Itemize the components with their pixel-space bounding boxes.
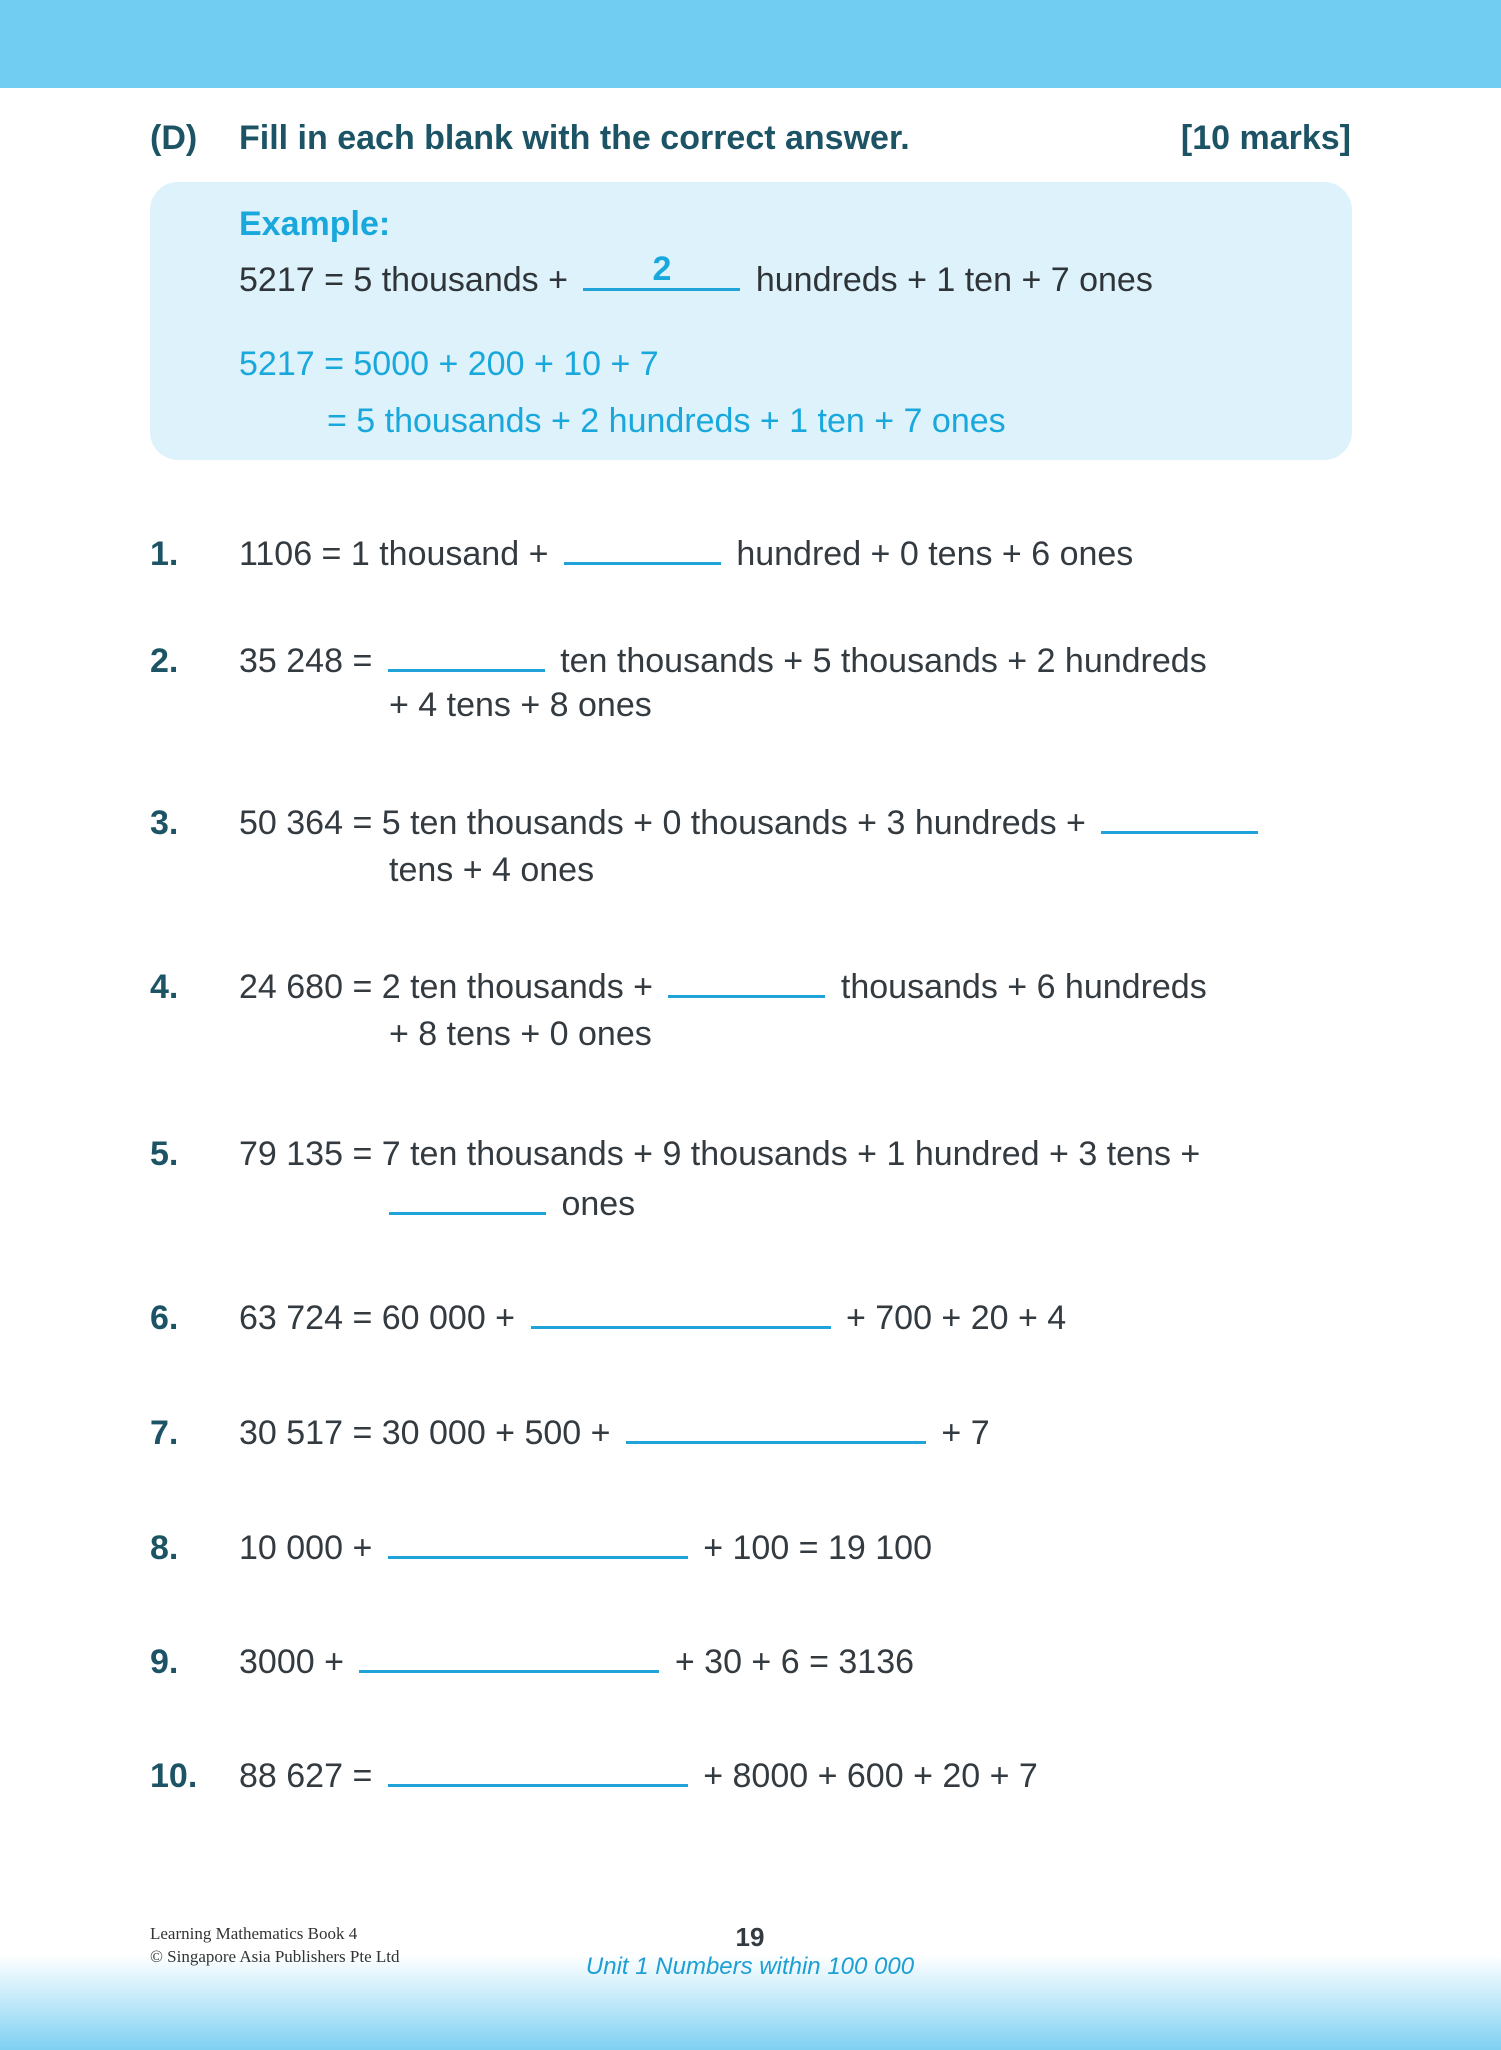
footer-book-title: Learning Mathematics Book 4 [150, 1924, 358, 1943]
question-5-line: 79 135 = 7 ten thousands + 9 thousands + 1 hundred + 3 tens + [239, 1135, 1201, 1173]
example-answer: 2 [652, 250, 672, 288]
question-text: ten thousands + 5 thousands + 2 hundreds [560, 642, 1207, 680]
question-text: 30 517 = 30 000 + 500 + [239, 1414, 611, 1452]
example-question-after: hundreds + 1 ten + 7 ones [755, 261, 1153, 299]
question-number: 1. [150, 535, 179, 573]
top-color-band [0, 0, 1501, 88]
answer-blank[interactable] [359, 1640, 659, 1673]
answer-blank[interactable] [388, 639, 545, 672]
answer-blank[interactable] [626, 1411, 926, 1444]
question-text: + 700 + 20 + 4 [845, 1299, 1067, 1337]
question-text: 10 000 + [239, 1529, 373, 1567]
example-working-line-1: 5217 = 5000 + 200 + 10 + 7 [239, 345, 659, 383]
answer-blank[interactable] [668, 965, 825, 998]
question-number: 9. [150, 1643, 179, 1681]
question-10-line [239, 1754, 1038, 1798]
question-3-line-2: tens + 4 ones [389, 851, 595, 889]
question-number: 6. [150, 1299, 179, 1337]
example-answer-blank [583, 250, 740, 291]
question-number: 2. [150, 642, 179, 680]
section-label: (D) [150, 119, 198, 157]
question-text: 3000 + [239, 1643, 344, 1681]
question-text: + 7 [941, 1414, 990, 1452]
question-4-line [239, 965, 1207, 1009]
question-text: + 100 = 19 100 [703, 1529, 932, 1567]
page-number: 19 [735, 1922, 765, 1952]
answer-blank[interactable] [388, 1754, 688, 1787]
question-text: ones [561, 1185, 636, 1223]
question-text: 35 248 = [239, 642, 373, 680]
section-instruction: Fill in each blank with the correct answer. [239, 119, 910, 157]
question-text: 1106 = 1 thousand + [239, 535, 549, 573]
example-working-line-2: = 5 thousands + 2 hundreds + 1 ten + 7 ones [327, 402, 1006, 440]
question-number: 5. [150, 1135, 179, 1173]
question-text: 63 724 = 60 000 + [239, 1299, 516, 1337]
question-text: thousands + 6 hundreds [840, 968, 1207, 1006]
question-text: 24 680 = 2 ten thousands + [239, 968, 654, 1006]
question-8-line [239, 1526, 932, 1570]
answer-blank[interactable] [531, 1296, 831, 1329]
example-question-before: 5217 = 5 thousands + [239, 261, 568, 299]
question-6-line [239, 1296, 1066, 1340]
question-number: 3. [150, 804, 179, 842]
answer-blank[interactable] [388, 1526, 688, 1559]
question-5-line-2 [389, 1182, 635, 1226]
question-text: + 30 + 6 = 3136 [674, 1643, 915, 1681]
question-2-line [239, 639, 1207, 683]
unit-title: Unit 1 Numbers within 100 000 [585, 1953, 915, 1980]
question-text: 88 627 = [239, 1757, 373, 1795]
section-marks: [10 marks] [1180, 119, 1351, 157]
question-text: + 8000 + 600 + 20 + 7 [703, 1757, 1038, 1795]
answer-blank[interactable] [564, 532, 721, 565]
question-9-line [239, 1640, 914, 1684]
question-number: 4. [150, 968, 179, 1006]
example-title: Example: [239, 205, 391, 243]
answer-blank[interactable] [1101, 801, 1258, 834]
question-3-line [239, 801, 1264, 845]
question-text: 50 364 = 5 ten thousands + 0 thousands + 3 hundreds + [239, 804, 1086, 842]
answer-blank[interactable] [389, 1182, 546, 1215]
question-number: 7. [150, 1414, 179, 1452]
question-number: 10. [150, 1757, 198, 1795]
example-question [239, 250, 1153, 302]
footer-copyright: © Singapore Asia Publishers Pte Ltd [150, 1947, 400, 1966]
question-1-line [239, 532, 1133, 576]
question-7-line [239, 1411, 990, 1455]
question-4-line-2: + 8 tens + 0 ones [389, 1015, 652, 1053]
question-number: 8. [150, 1529, 179, 1567]
question-2-line-2: + 4 tens + 8 ones [389, 686, 652, 724]
question-text: hundred + 0 tens + 6 ones [736, 535, 1134, 573]
